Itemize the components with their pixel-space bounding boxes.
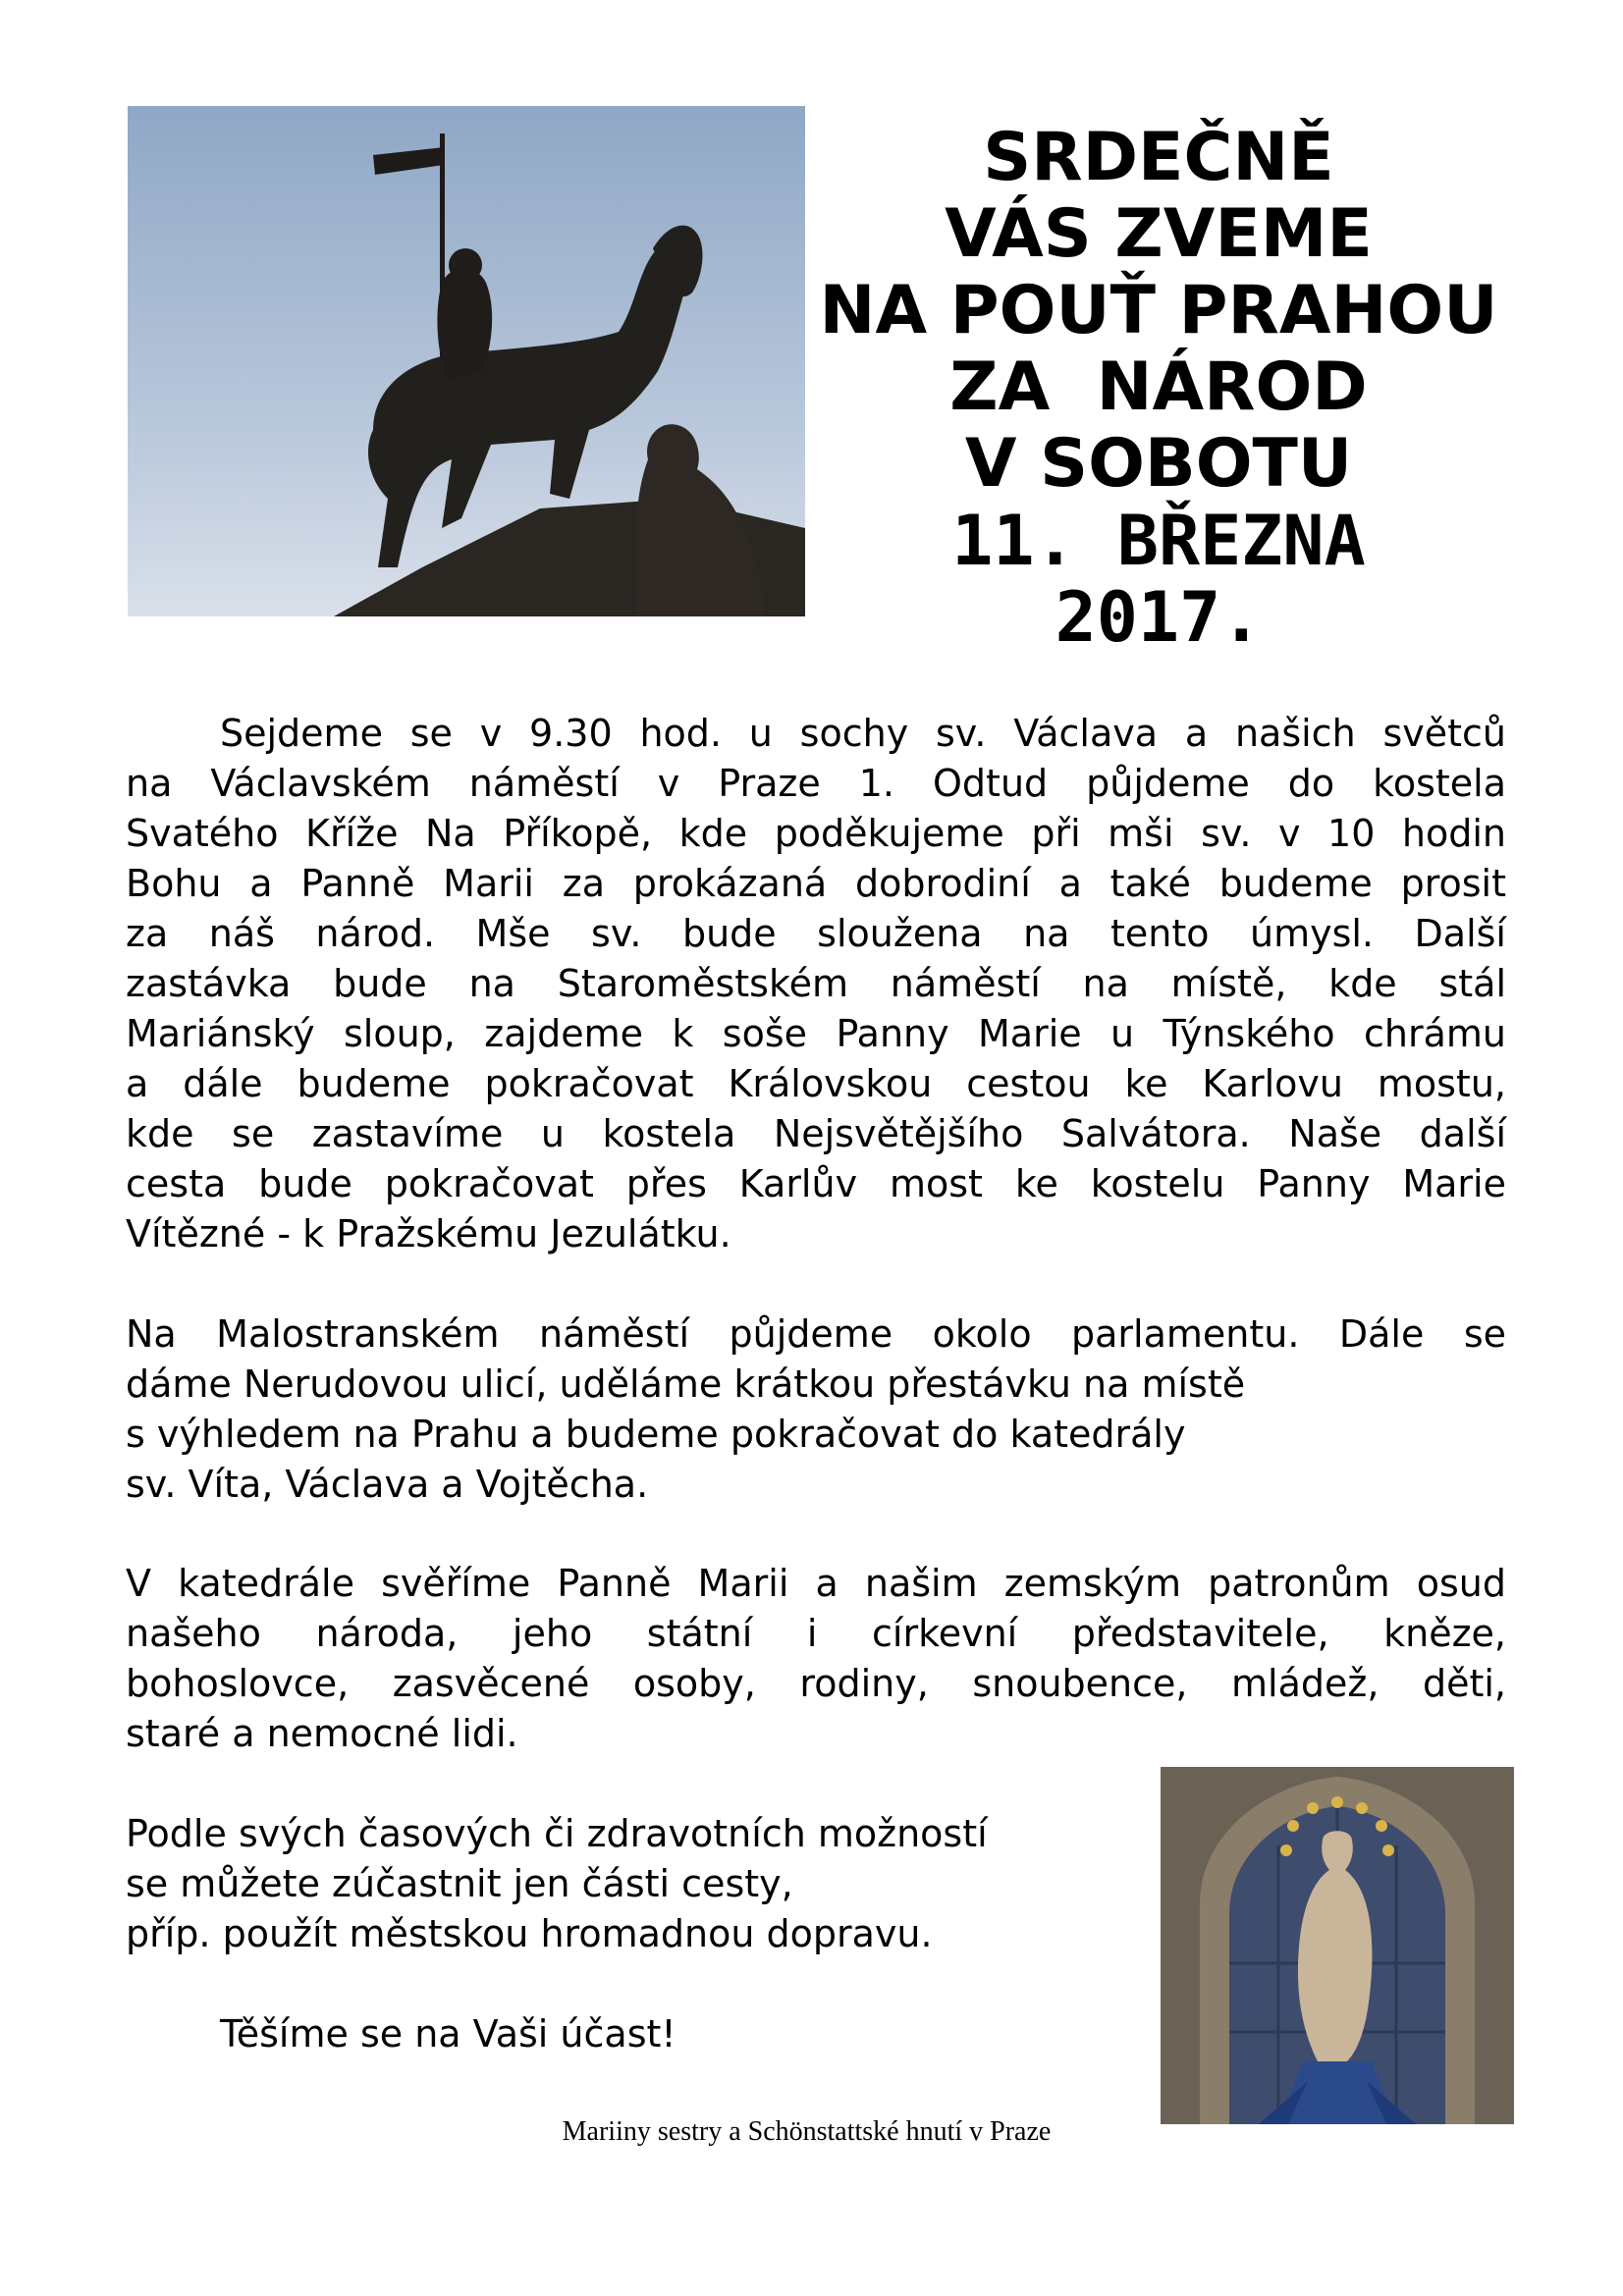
paragraph-cathedral: [126, 1559, 1506, 1759]
paragraph-line: Vítězné - k Pražskému Jezulátku.: [126, 1212, 731, 1255]
heading-line-1: SRDEČNĚ: [983, 119, 1334, 196]
paragraph-mala-strana: [126, 1309, 1506, 1510]
invitation-heading: [805, 120, 1512, 656]
paragraph-line: našeho národa, jeho státní i církevní představitele, kněze,: [126, 1612, 1506, 1655]
paragraph-line: V katedrále svěříme Panně Marii a našim zemským patronům osud: [126, 1562, 1506, 1605]
paragraph-line: Sejdeme se v 9.30 hod. u sochy sv. Václava a našich světců: [220, 712, 1506, 755]
paragraph-line: za náš národ. Mše sv. bude sloužena na tento úmysl. Další: [126, 912, 1506, 955]
paragraph-line: Svatého Kříže Na Příkopě, kde poděkujeme při mši sv. v 10 hodin: [126, 812, 1506, 855]
paragraph-line: kde se zastavíme u kostela Nejsvětějšího Salvátora. Naše další: [126, 1112, 1506, 1155]
signature: Mariiny sestry a Schönstattské hnutí v Praze: [562, 2116, 1052, 2147]
paragraph-line: příp. použít městskou hromadnou dopravu.: [126, 1912, 933, 1955]
paragraph-line: staré a nemocné lidi.: [126, 1712, 518, 1755]
paragraph-line: sv. Víta, Václava a Vojtěcha.: [126, 1463, 649, 1506]
paragraph-meeting-route: [126, 709, 1506, 1259]
paragraph-line: dáme Nerudovou ulicí, uděláme krátkou přestávku na místě: [126, 1362, 1246, 1406]
mary-image: [1161, 1767, 1514, 2124]
paragraph-participation: [126, 1809, 1108, 1959]
heading-year: 2017.: [1055, 577, 1263, 658]
paragraph-line: cesta bude pokračovat přes Karlův most ke kostelu Panny Marie: [126, 1162, 1506, 1205]
closing-greeting: Těšíme se na Vaši účast!: [220, 2012, 676, 2056]
paragraph-line: se můžete zúčastnit jen části cesty,: [126, 1862, 793, 1905]
paragraph-line: Podle svých časových či zdravotních možností: [126, 1812, 988, 1855]
paragraph-line: Na Malostranském náměstí půjdeme okolo parlamentu. Dále se: [126, 1312, 1506, 1356]
paragraph-line: Bohu a Panně Marii za prokázaná dobrodiní a také budeme prosit: [126, 862, 1506, 905]
heading-line-3: NA POUŤ PRAHOU: [819, 272, 1498, 349]
heading-line-2: VÁS ZVEME: [945, 195, 1373, 273]
heading-date: 11. BŘEZNA: [951, 501, 1366, 581]
photo-statue-virgin-mary: [1161, 1767, 1514, 2124]
paragraph-line: Mariánský sloup, zajdeme k soše Panny Marie u Týnského chrámu: [126, 1012, 1506, 1055]
heading-line-5: V SOBOTU: [964, 425, 1353, 503]
paragraph-line: a dále budeme pokračovat Královskou cestou ke Karlovu mostu,: [126, 1062, 1506, 1105]
paragraph-line: zastávka bude na Staroměstském náměstí na místě, kde stál: [126, 962, 1506, 1005]
heading-line-4: ZA NÁROD: [949, 348, 1368, 426]
paragraph-line: na Václavském náměstí v Praze 1. Odtud půjdeme do kostela: [126, 762, 1506, 805]
photo-statue-st-wenceslas: [128, 106, 805, 616]
statue-image: [128, 106, 805, 616]
paragraph-line: s výhledem na Prahu a budeme pokračovat do katedrály: [126, 1413, 1186, 1456]
paragraph-line: bohoslovce, zasvěcené osoby, rodiny, snoubence, mládež, děti,: [126, 1662, 1506, 1705]
